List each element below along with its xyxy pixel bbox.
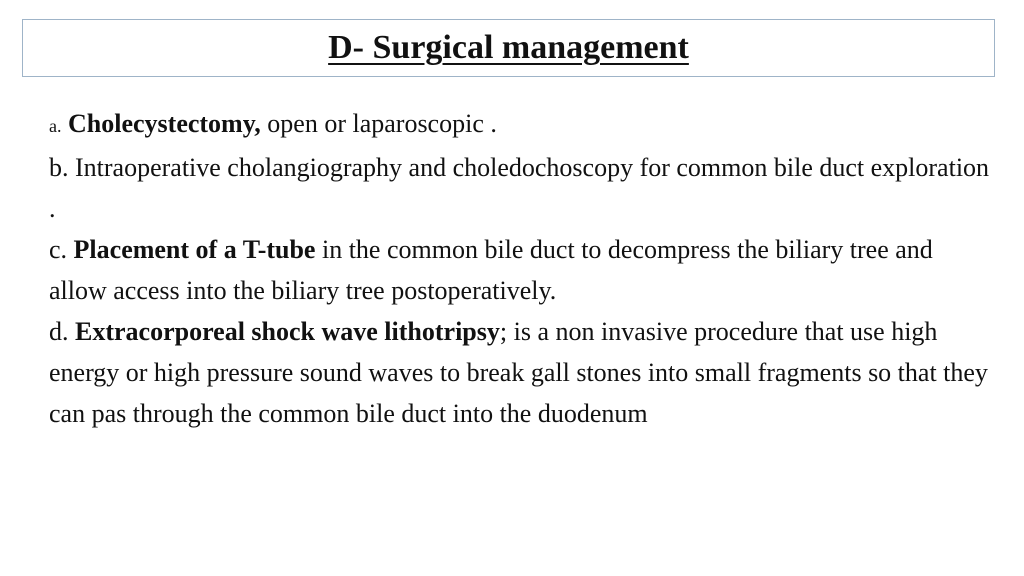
item-letter: a.	[49, 116, 62, 136]
title-box	[22, 19, 995, 77]
list-item-c	[49, 229, 994, 311]
item-bold-text: Cholecystectomy,	[68, 109, 261, 138]
slide-content	[49, 103, 994, 434]
item-bold-text: Placement of a T-tube	[73, 235, 316, 264]
item-letter: c.	[49, 235, 68, 264]
item-letter: d.	[49, 317, 69, 346]
item-text: in the common bile duct to decompress the biliary tree and allow access into the biliary tree postoperatively.	[49, 235, 933, 305]
item-letter: b.	[49, 153, 69, 182]
item-bold-text: Extracorporeal shock wave lithotripsy	[75, 317, 500, 346]
slide-title: D- Surgical management	[328, 29, 689, 66]
list-item-d	[49, 311, 994, 434]
item-text: open or laparoscopic .	[260, 109, 497, 138]
list-item-a	[49, 103, 994, 147]
list-item-b	[49, 147, 994, 229]
item-text: ; is a non invasive procedure that use high energy or high pressure sound waves to break gall stones into small fragments so that they can pas through the common bile duct into the duodenum	[49, 317, 988, 428]
item-text: Intraoperative cholangiography and choledochoscopy for common bile duct exploration .	[49, 153, 990, 223]
